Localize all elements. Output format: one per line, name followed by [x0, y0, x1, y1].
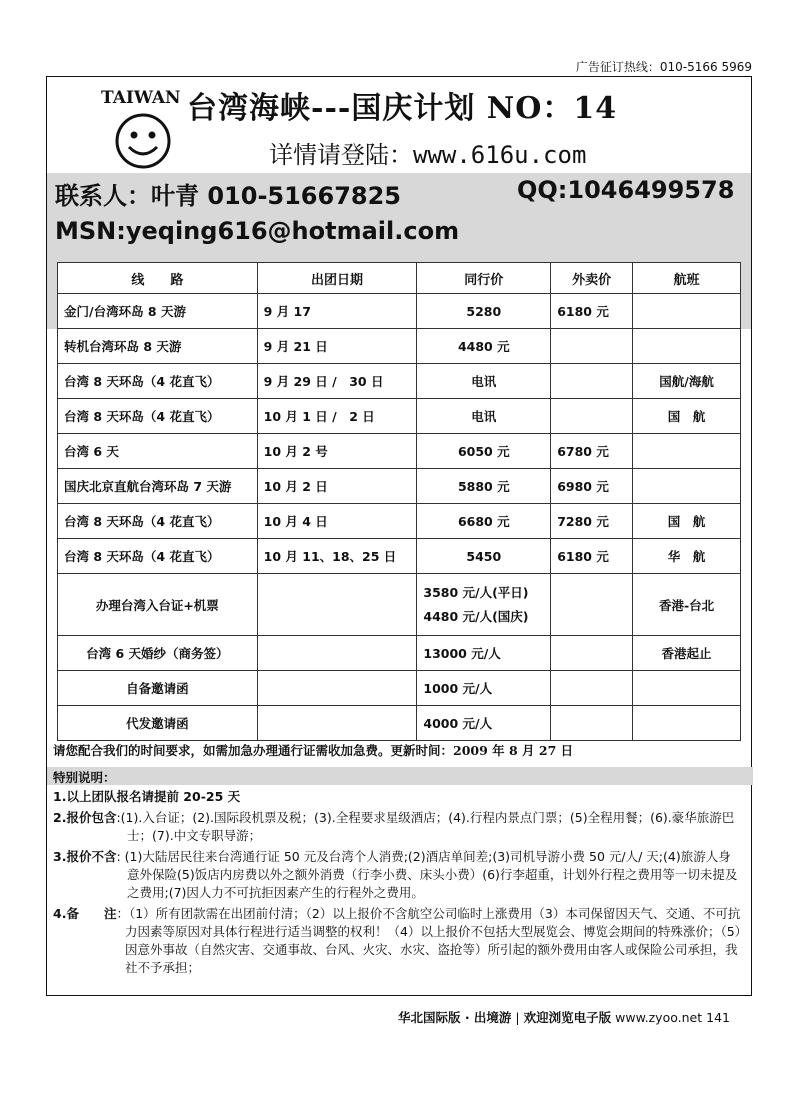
- header-route: 线 路: [58, 263, 258, 294]
- term-4-text: ：（1）所有团款需在出团前付清；（2）以上报价不含航空公司临时上涨费用（3）本司保留因天气、交通、不可抗力因素等原因对具体行程进行适当调整的权利！（4）以上报价不包括大型展览会、博览会期间的特殊涨价；（5）因意外事故（自然灾害、交通事故、台风、火灾、水灾、盗抢等）所引起的额外费用由客人或保险公司承担，我社不予承担；: [116, 906, 741, 975]
- departure-date: 9 月 17: [257, 294, 417, 329]
- term-2-text: :(1).入台证；(2).国际段机票及税；(3).全程要求星级酒店；(4).行程内景点门票；(5)全程用餐；(6).豪华旅游巴士；(7).中文专职导游；: [116, 810, 735, 843]
- header-flight: 航班: [633, 263, 741, 294]
- departure-date: 10 月 11、18、25 日: [257, 539, 417, 574]
- website-line: 详情请登陆：www.616u.com: [269, 141, 587, 169]
- flight: 国 航: [633, 504, 741, 539]
- departure-date: 10 月 4 日: [257, 504, 417, 539]
- table-row: [58, 574, 741, 636]
- retail-price: [551, 636, 633, 671]
- special-notes-bar: [47, 767, 753, 785]
- route-name: 台湾 6 天: [58, 434, 258, 469]
- page-footer: [398, 1008, 730, 1026]
- route-name: 代发邀请函: [58, 706, 258, 741]
- peer-price: 13000 元/人: [417, 636, 551, 671]
- ad-hotline: 广告征订热线：010-5166 5969: [575, 60, 752, 74]
- table-row: [58, 294, 741, 329]
- table-row: [58, 636, 741, 671]
- peer-price: 1000 元/人: [417, 671, 551, 706]
- table-row: [58, 539, 741, 574]
- flight: 香港-台北: [633, 574, 741, 636]
- route-name: 国庆北京直航台湾环岛 7 天游: [58, 469, 258, 504]
- page-number: 141: [706, 1010, 730, 1025]
- table-row: [58, 434, 741, 469]
- header-date: 出团日期: [257, 263, 417, 294]
- footer-browse: 欢迎浏览电子版: [523, 1010, 612, 1025]
- departure-date: 9 月 29 日 / 30 日: [257, 364, 417, 399]
- departure-date: 10 月 1 日 / 2 日: [257, 399, 417, 434]
- retail-price: 6780 元: [551, 434, 633, 469]
- peer-price-holiday: 4480 元/人(国庆): [423, 608, 529, 624]
- table-header-row: [58, 263, 741, 294]
- footer-separator: |: [515, 1010, 520, 1025]
- departure-date: [257, 636, 417, 671]
- table-row: [58, 504, 741, 539]
- special-notes-title: 特别说明：: [53, 770, 116, 785]
- peer-price: 5280: [417, 294, 551, 329]
- departure-date: 10 月 2 日: [257, 469, 417, 504]
- flight: [633, 706, 741, 741]
- peer-price: 4480 元: [417, 329, 551, 364]
- route-name: 转机台湾环岛 8 天游: [58, 329, 258, 364]
- route-table: [57, 262, 741, 741]
- peer-price: 电讯: [417, 399, 551, 434]
- route-name: 台湾 8 天环岛（4 花直飞）: [58, 539, 258, 574]
- retail-price: [551, 364, 633, 399]
- retail-price: [551, 399, 633, 434]
- flight: 国 航: [633, 399, 741, 434]
- footer-url: www.zyoo.net: [615, 1010, 703, 1025]
- peer-price: [417, 574, 551, 636]
- retail-price: 6180 元: [551, 294, 633, 329]
- term-3-text: : (1)大陆居民往来台湾通行证 50 元及台湾个人消费;(2)酒店单间差;(3)司机导游小费 50 元/人/ 天;(4)旅游人身意外保险(5)饭店内房费以外之额外消费（行李小费、床头小费）(6)行李超重，计划外行程之费用等一切未提及之费用;(7)因人力不可抗拒因素产生的行程外之费用。: [116, 849, 738, 900]
- departure-date: [257, 574, 417, 636]
- update-notice: 请您配合我们的时间要求，如需加急办理通行证需收加急费。更新时间：2009 年 8 月 27 日: [53, 743, 574, 758]
- term-1-text: 1.以上团队报名请提前 20-25 天: [53, 789, 241, 804]
- flight: [633, 294, 741, 329]
- retail-price: [551, 329, 633, 364]
- term-3-label: 3.报价不含: [53, 849, 117, 864]
- retail-price: 7280 元: [551, 504, 633, 539]
- peer-price: 电讯: [417, 364, 551, 399]
- departure-date: 9 月 21 日: [257, 329, 417, 364]
- departure-date: 10 月 2 号: [257, 434, 417, 469]
- term-2-label: 2.报价包含: [53, 810, 117, 825]
- retail-price: 6180 元: [551, 539, 633, 574]
- term-1: [53, 788, 743, 806]
- flight: [633, 434, 741, 469]
- peer-price: 4000 元/人: [417, 706, 551, 741]
- route-name: 办理台湾入台证+机票: [58, 574, 258, 636]
- retail-price: [551, 706, 633, 741]
- contact-msn: MSN:yeqing616@hotmail.com: [55, 217, 460, 245]
- peer-price: 5880 元: [417, 469, 551, 504]
- header-retail-price: 外卖价: [551, 263, 633, 294]
- retail-price: 6980 元: [551, 469, 633, 504]
- svg-text:TAIWAN: TAIWAN: [101, 88, 181, 108]
- table-row: [58, 364, 741, 399]
- contact-qq: QQ:1046499578: [517, 176, 735, 204]
- table-row: [58, 329, 741, 364]
- contact-person: 联系人：叶青 010-51667825: [55, 182, 402, 210]
- retail-price: [551, 574, 633, 636]
- retail-price: [551, 671, 633, 706]
- route-name: 台湾 8 天环岛（4 花直飞）: [58, 504, 258, 539]
- route-name: 自备邀请函: [58, 671, 258, 706]
- table-row: [58, 469, 741, 504]
- flight: [633, 671, 741, 706]
- term-3: [53, 848, 743, 902]
- table-row: [58, 671, 741, 706]
- departure-date: [257, 671, 417, 706]
- advert-header: [47, 77, 751, 173]
- departure-date: [257, 706, 417, 741]
- table-row: [58, 399, 741, 434]
- term-4-label: 4.备 注: [53, 906, 117, 921]
- peer-price-weekday: 3580 元/人(平日): [423, 584, 529, 600]
- route-name: 台湾 8 天环岛（4 花直飞）: [58, 364, 258, 399]
- flight: 国航/海航: [633, 364, 741, 399]
- route-name: 台湾 8 天环岛（4 花直飞）: [58, 399, 258, 434]
- route-name: 金门/台湾环岛 8 天游: [58, 294, 258, 329]
- flight: [633, 469, 741, 504]
- peer-price: 6050 元: [417, 434, 551, 469]
- peer-price: 5450: [417, 539, 551, 574]
- advert-frame: [46, 76, 752, 996]
- terms-section: [53, 788, 743, 980]
- peer-price: 6680 元: [417, 504, 551, 539]
- flight: 香港起止: [633, 636, 741, 671]
- term-4: [53, 905, 743, 977]
- table-row: [58, 706, 741, 741]
- term-2: [53, 809, 743, 845]
- flight: [633, 329, 741, 364]
- route-name: 台湾 6 天婚纱（商务签）: [58, 636, 258, 671]
- header-peer-price: 同行价: [417, 263, 551, 294]
- flight: 华 航: [633, 539, 741, 574]
- taiwan-smiley-logo: [97, 83, 189, 175]
- footer-section: 华北国际版 · 出境游: [397, 1010, 512, 1025]
- page-title: 台湾海峡---国庆计划 NO：14: [187, 91, 618, 126]
